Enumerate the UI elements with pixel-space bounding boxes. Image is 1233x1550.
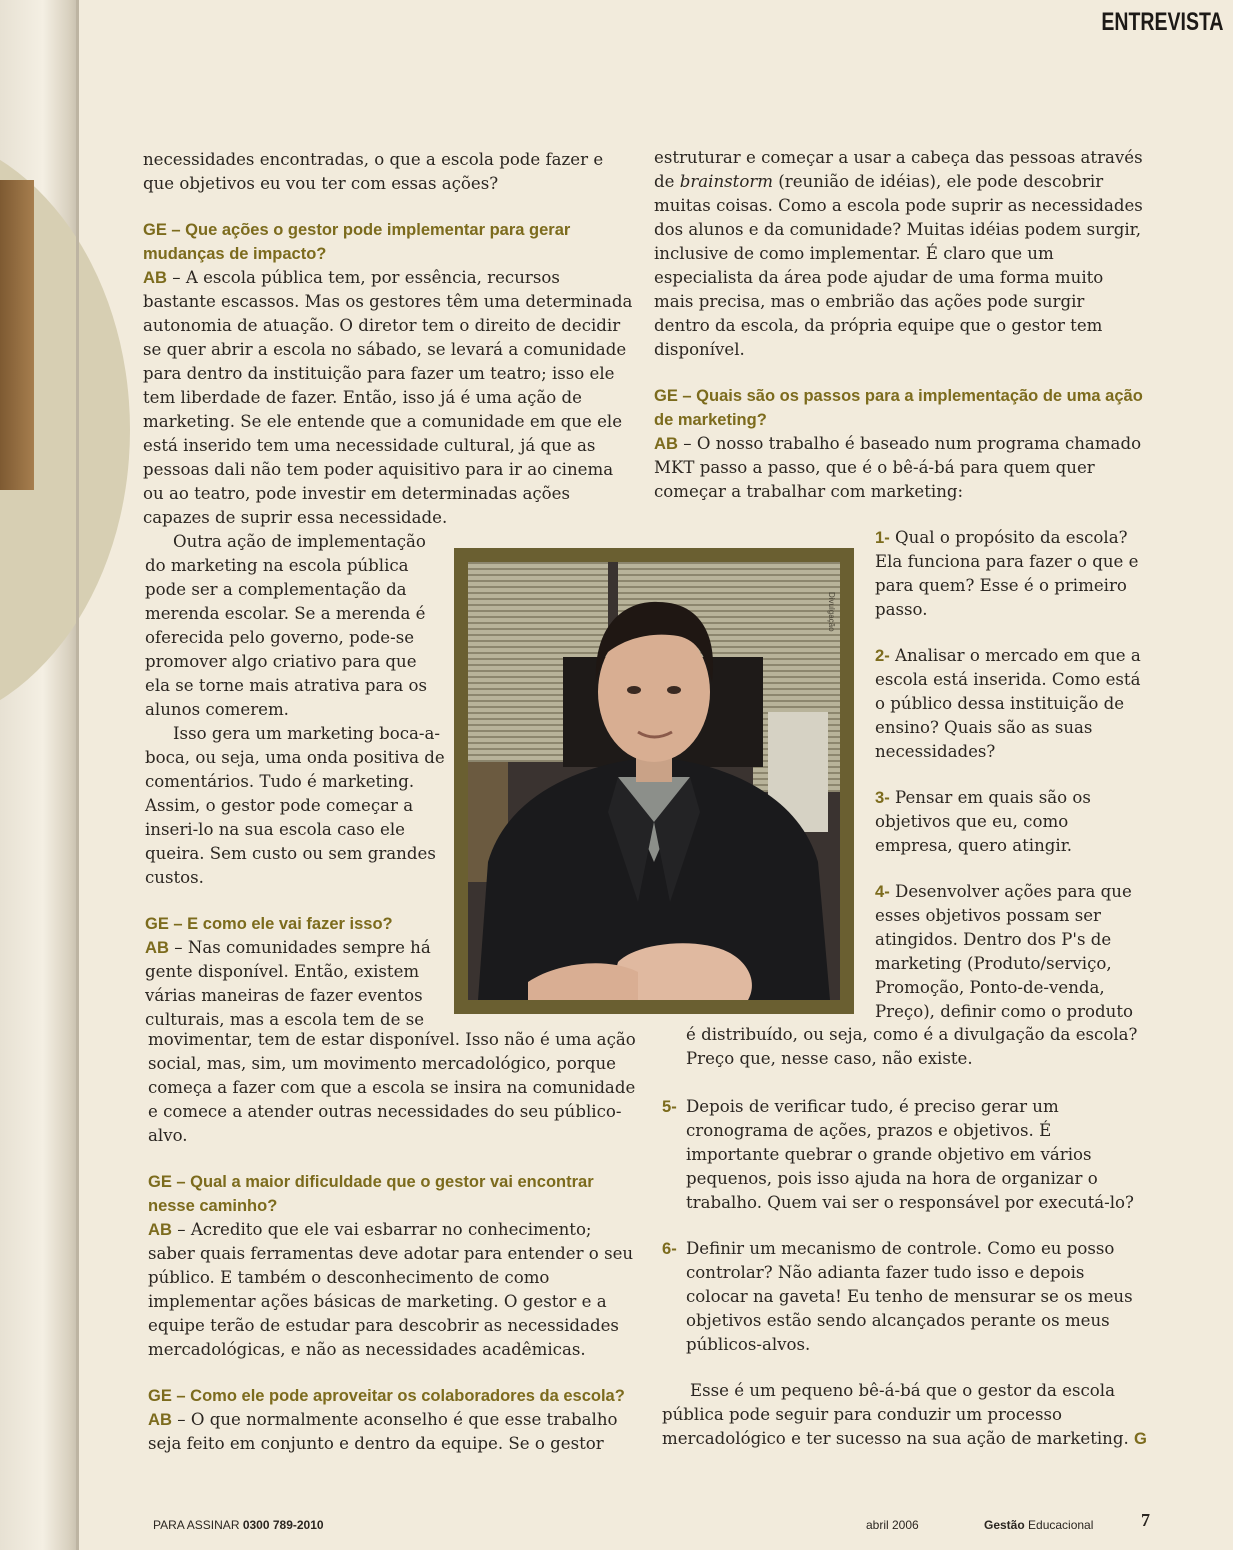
photo-credit: Divulgação — [827, 592, 836, 632]
column-left-top — [143, 148, 633, 530]
step-number: 2- — [875, 646, 890, 665]
footer-date: abril 2006 — [866, 1518, 919, 1532]
answer-1-text: – A escola pública tem, por essência, recursos bastante escassos. Mas os gestores têm uma determinada autonomia de atuação. O diretor tem o direito de decidir se quer abrir a escola no sábado, se levará a comunidade para dentro da instituição para fazer um teatro; isso ele tem liberdade de fazer. Então, isso já é uma ação de marketing. Se ele entende que a comunidade em que ele está inserido tem uma necessidade cultural, já que as pessoas dali não tem poder aquisitivo para ir ao cinema ou ao teatro, pode investir em determinadas ações capazes de suprir essa necessidade. — [143, 268, 633, 527]
photo-frame — [454, 548, 854, 1014]
paragraph-intro: necessidades encontradas, o que a escola pode fazer e que objetivos eu vou ter com essas ações? — [143, 150, 604, 193]
step-text: Desenvolver ações para que esses objetivos possam ser atingidos. Dentro dos P's de marketing (Produto/serviço, Promoção, Ponto-de-venda, Preço), definir como o produto — [875, 882, 1133, 1021]
answer-3-text: – Acredito que ele vai esbarrar no conhecimento; saber quais ferramentas deve adotar para entender o seu público. E também o desconhecimento de como implementar ações básicas de marketing. O gestor e a equipe terão de estudar para descobrir as necessidades mercadológicas, e não as necessidades acadêmicas. — [148, 1220, 634, 1359]
question-4: GE – Como ele pode aproveitar os colaboradores da escola? — [148, 1387, 625, 1405]
answer-4 — [148, 1408, 638, 1456]
steps-list-lower — [662, 1095, 1147, 1451]
step-text: Analisar o mercado em que a escola está inserida. Como está o público dessa instituição de ensino? Quais são as suas necessidades? — [875, 646, 1141, 761]
answer-2-part-1 — [145, 936, 445, 1032]
speaker-label: AB — [148, 1220, 172, 1239]
answer-1 — [143, 266, 633, 530]
column-left-bottom — [148, 1028, 638, 1456]
step-6 — [662, 1237, 1147, 1357]
steps-list-upper — [875, 526, 1145, 1024]
speaker-label: AB — [143, 268, 167, 287]
paragraph-isso: Isso gera um marketing boca-a-boca, ou seja, uma onda positiva de comentários. Tudo é marketing. Assim, o gestor pode começar a inseri-lo na sua escola caso ele queira. Sem custo ou sem grandes custos. — [145, 724, 445, 887]
interviewee-photo — [468, 562, 840, 1000]
step-2 — [875, 644, 1145, 764]
footer-magazine — [984, 1518, 1093, 1532]
end-mark: G — [1134, 1429, 1147, 1448]
question-1: GE – Que ações o gestor pode implementar para gerar mudanças de impacto? — [143, 221, 571, 263]
magazine-name-rest: Educacional — [1024, 1518, 1094, 1532]
paragraph-brainstorm — [654, 146, 1144, 362]
page-number: 7 — [1141, 1510, 1150, 1530]
step-text: Depois de verificar tudo, é preciso gerar um cronograma de ações, prazos e objetivos. É importante quebrar o grande objetivo em vários pequenos, pois isso ajuda na hora de organizar o trabalho. Quem vai ser o responsável por executá-lo? — [686, 1097, 1134, 1212]
subscribe-label: PARA ASSINAR — [153, 1518, 240, 1532]
step-number: 3- — [875, 788, 890, 807]
closing-text: Esse é um pequeno bê-á-bá que o gestor da escola pública pode seguir para conduzir um processo mercadológico e ter sucesso na sua ação de marketing. — [662, 1381, 1129, 1448]
brainstorm-term: brainstorm — [679, 172, 774, 191]
step-4-continuation — [686, 1023, 1146, 1071]
magazine-name-bold: Gestão — [984, 1518, 1025, 1532]
speaker-label: AB — [145, 938, 169, 957]
step-number: 1- — [875, 528, 890, 547]
brainstorm-text-a: estruturar e começar a usar a cabeça das pessoas através de — [654, 148, 1143, 191]
answer-4-text: – O que normalmente aconselho é que esse trabalho seja feito em conjunto e dentro da equipe. Se o gestor — [148, 1410, 618, 1453]
answer-2-part-2: movimentar, tem de estar disponível. Isso não é uma ação social, mas, sim, um movimento mercadológico, porque começa a fazer com que a escola se insira na comunidade e comece a atender outras necessidades do seu público-alvo. — [148, 1030, 636, 1145]
step-1 — [875, 526, 1145, 622]
paragraph-outra: Outra ação de implementação do marketing na escola pública pode ser a complementação da merenda escolar. Se a merenda é oferecida pelo governo, pode-se promover algo criativo para que ela se torne mais atrativa para os alunos comerem. — [145, 532, 428, 719]
step-number: 4- — [875, 882, 890, 901]
step-text: Definir um mecanismo de controle. Como eu posso controlar? Não adianta fazer tudo isso e depois colocar na gaveta! Eu tenho de mensurar se os meus objetivos estão sendo alcançados perante os meus públicos-alvos. — [686, 1239, 1133, 1354]
answer-5 — [654, 432, 1144, 504]
gutter-box — [0, 180, 34, 490]
step-4-cont-text: é distribuído, ou seja, como é a divulgação da escola? Preço que, nesse caso, não existe. — [686, 1025, 1138, 1068]
brainstorm-text-b: (reunião de idéias), ele pode descobrir muitas coisas. Como a escola pode suprir as necessidades dos alunos e da comunidade? Muitas idéias podem surgir, inclusive de como implementar. É claro que um especialista da área pode ajudar de uma forma muito mais precisa, mas o embrião das ações pode surgir dentro da escola, da própria equipe que o gestor tem disponível. — [654, 172, 1143, 359]
speaker-label: AB — [654, 434, 678, 453]
step-4 — [875, 880, 1145, 1024]
speaker-label: AB — [148, 1410, 172, 1429]
step-text: Qual o propósito da escola? Ela funciona para fazer o que e para quem? Esse é o primeiro passo. — [875, 528, 1139, 619]
step-number: 6- — [662, 1239, 677, 1258]
question-2: GE – E como ele vai fazer isso? — [145, 915, 393, 933]
answer-2-text: – Nas comunidades sempre há gente disponível. Então, existem várias maneiras de fazer eventos culturais, mas a escola tem de se — [145, 938, 431, 1029]
footer-subscribe — [153, 1518, 324, 1532]
column-right-top — [654, 146, 1144, 504]
column-left-wrap — [145, 530, 445, 1032]
page-gutter — [0, 0, 78, 1550]
answer-5-text: – O nosso trabalho é baseado num programa chamado MKT passo a passo, que é o bê-á-bá para quem quer começar a trabalhar com marketing: — [654, 434, 1142, 501]
step-5 — [662, 1095, 1147, 1215]
closing-paragraph — [662, 1379, 1147, 1451]
step-number: 5- — [662, 1097, 677, 1116]
question-5: GE – Quais são os passos para a implementação de uma ação de marketing? — [654, 387, 1143, 429]
step-text: Pensar em quais são os objetivos que eu, como empresa, quero atingir. — [875, 788, 1091, 855]
answer-3 — [148, 1218, 638, 1362]
subscribe-phone: 0300 789-2010 — [242, 1518, 324, 1532]
step-3 — [875, 786, 1145, 858]
question-3: GE – Qual a maior dificuldade que o gestor vai encontrar nesse caminho? — [148, 1173, 594, 1215]
portrait-illustration — [468, 562, 840, 1000]
section-label: ENTREVISTA — [1100, 8, 1223, 36]
page-edge — [76, 0, 79, 1550]
